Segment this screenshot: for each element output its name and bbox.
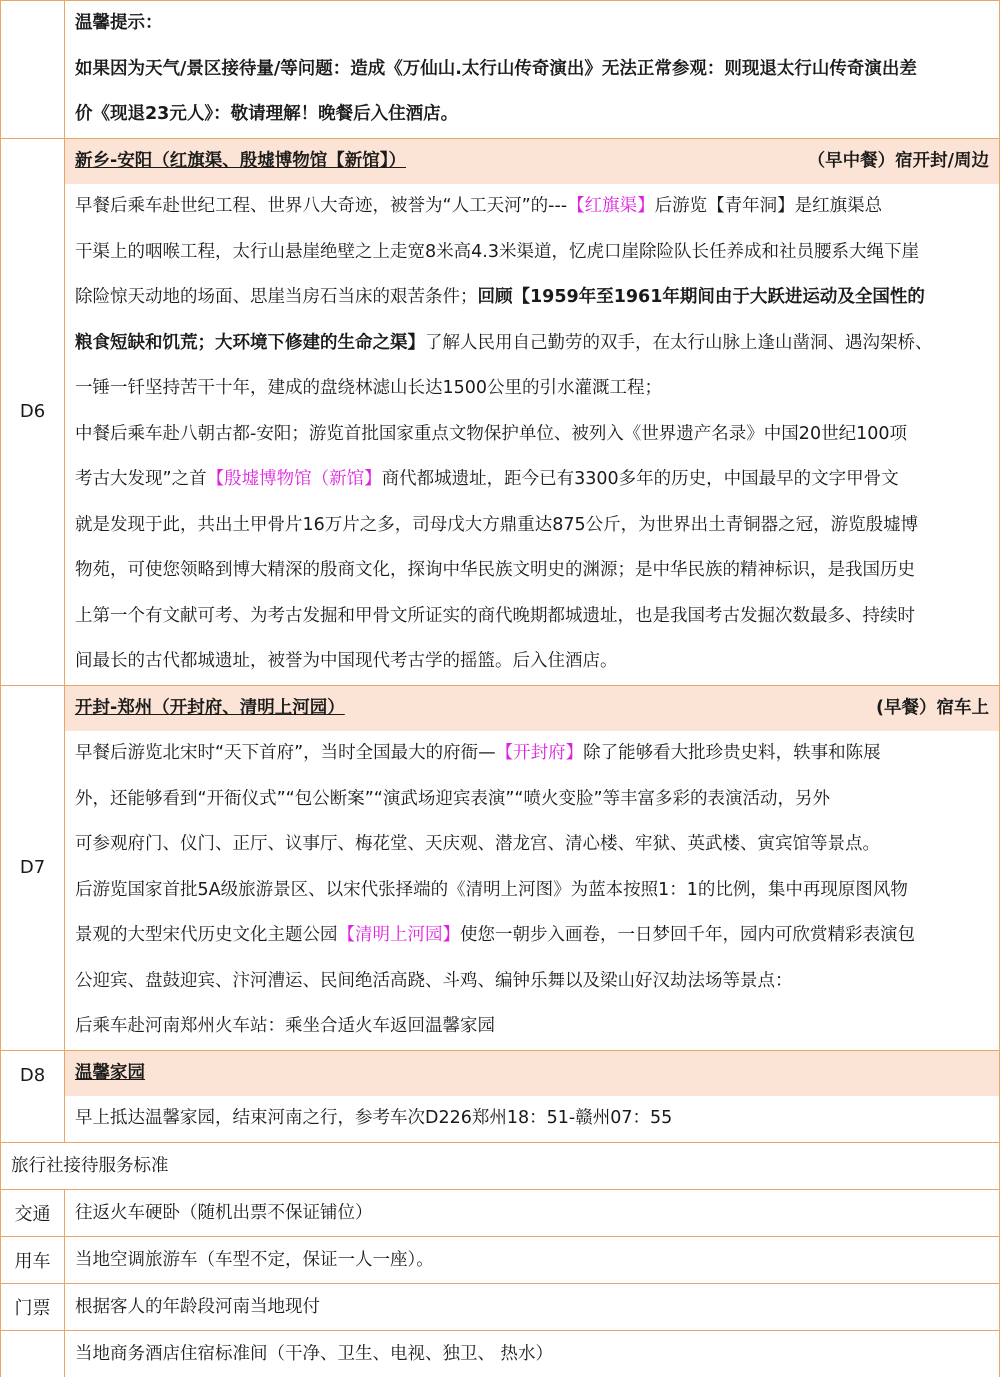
day-header-d6 bbox=[65, 139, 999, 185]
text-segment: 除险惊天动地的场面、思崖当房石当床的艰苦条件； bbox=[75, 287, 478, 307]
paragraph-line: 物苑，可使您领略到博大精深的殷商文化，探询中华民族文明史的渊源；是中华民族的精神标识，是我国历史 bbox=[75, 560, 915, 580]
paragraph-line: 公迎宾、盘鼓迎宾、汴河漕运、民间绝活高跷、斗鸡、编钟乐舞以及梁山好汉劫法场等景点： bbox=[75, 970, 793, 991]
tip-row bbox=[1, 1, 1000, 139]
paragraph-line: 后乘车赴河南郑州火车站：乘坐合适火车返回温馨家园 bbox=[75, 1016, 495, 1036]
text-segment: 后游览【青年洞】是红旗渠总 bbox=[654, 196, 883, 216]
paragraph-line bbox=[75, 731, 989, 777]
tip-day-cell bbox=[1, 1, 65, 139]
standards-value: 往返火车硬卧（随机出票不保证铺位） bbox=[75, 1202, 373, 1223]
paragraph-line: 早上抵达温馨家园，结束河南之行，参考车次D226郑州18：51-赣州07：55 bbox=[75, 1108, 673, 1128]
day-meals-d7: (早餐）宿车上 bbox=[876, 697, 989, 718]
text-segment: 考古大发现”之首 bbox=[75, 469, 207, 489]
standards-value-cell bbox=[65, 1236, 1000, 1283]
paragraph-line bbox=[75, 275, 989, 321]
paragraph-line bbox=[75, 184, 989, 230]
standards-value: 根据客人的年龄段河南当地现付 bbox=[75, 1296, 320, 1317]
paragraph-line: 干渠上的咽喉工程，太行山悬崖绝壁之上走宽8米高4.3米渠道，忆虎口崖除险队长任养成和社员腰系大绳下崖 bbox=[75, 241, 919, 262]
day-title-d8: 温馨家园 bbox=[75, 1062, 145, 1083]
standards-value-cell bbox=[65, 1283, 1000, 1330]
paragraph-line bbox=[75, 321, 989, 367]
day-content-d8 bbox=[65, 1050, 1000, 1142]
day-row-d8 bbox=[1, 1050, 1000, 1142]
text-segment: 早餐后乘车赴世纪工程、世界八大奇迹，被誉为“人工天河”的--- bbox=[75, 196, 568, 216]
standards-value: 当地空调旅游车（车型不定，保证一人一座）。 bbox=[75, 1249, 434, 1270]
day-row-d6 bbox=[1, 138, 1000, 685]
day-row-d7 bbox=[1, 685, 1000, 1050]
day-title-d6: 新乡-安阳（红旗渠、殷墟博物馆【新馆】） bbox=[75, 150, 407, 171]
standards-value-cell bbox=[65, 1330, 1000, 1377]
standards-title-cell bbox=[1, 1142, 1000, 1189]
standards-row-vehicle bbox=[1, 1236, 1000, 1283]
day-content-d6 bbox=[65, 138, 1000, 685]
day-label-d6: D6 bbox=[1, 138, 65, 685]
day-header-d8 bbox=[65, 1051, 999, 1097]
paragraph-line bbox=[75, 913, 989, 959]
day-title-d7: 开封-郑州（开封府、清明上河园） bbox=[75, 697, 345, 718]
standards-label: 门票 bbox=[1, 1283, 65, 1330]
text-segment: 商代都城遗址，距今已有3300多年的历史，中国最早的文字甲骨文 bbox=[381, 469, 899, 489]
text-segment: 除了能够看大批珍贵史料，轶事和陈展 bbox=[583, 743, 881, 763]
day-content-d7 bbox=[65, 685, 1000, 1050]
day-header-d7 bbox=[65, 686, 999, 732]
text-segment: 了解人民用自己勤劳的双手，在太行山脉上逢山凿洞、遇沟架桥、 bbox=[425, 332, 933, 353]
highlight-yinxu-museum: 【殷墟博物馆（新馆】 bbox=[206, 469, 382, 489]
day-meals-d6: （早中餐）宿开封/周边 bbox=[807, 150, 989, 171]
standards-row-tickets bbox=[1, 1283, 1000, 1330]
bold-segment: 粮食短缺和饥荒；大环境下修建的生命之渠】 bbox=[75, 332, 425, 353]
highlight-hongqiqu: 【红旗渠】 bbox=[567, 196, 655, 216]
standards-label: 交通 bbox=[1, 1189, 65, 1236]
tip-line-2: 价《现退23元人》：敬请理解！晚餐后入住酒店。 bbox=[75, 104, 459, 124]
standards-label: 用车 bbox=[1, 1236, 65, 1283]
paragraph-line: 一锤一钎坚持苦干十年，建成的盘绕林滤山长达1500公里的引水灌溉工程； bbox=[75, 378, 663, 398]
highlight-kaifengfu: 【开封府】 bbox=[495, 743, 584, 763]
paragraph-line: 上第一个有文献可考、为考古发掘和甲骨文所证实的商代晚期都城遗址，也是我国考古发掘次数最多、持续时 bbox=[75, 605, 915, 626]
bold-segment: 回顾【1959年至1961年期间由于大跃进运动及全国性的 bbox=[477, 287, 925, 307]
paragraph-line: 外，还能够看到“开衙仪式”“包公断案”“演武场迎宾表演”“喷火变脸”等丰富多彩的表演活动，另外 bbox=[75, 788, 831, 809]
tip-label: 温馨提示： bbox=[75, 13, 163, 33]
tip-content bbox=[65, 1, 1000, 139]
paragraph-line: 可参观府门、仪门、正厅、议事厅、梅花堂、天庆观、潜龙宫、清心楼、牢狱、英武楼、寅宾馆等景点。 bbox=[75, 834, 880, 854]
paragraph-line: 中餐后乘车赴八朝古都-安阳；游览首批国家重点文物保护单位、被列入《世界遗产名录》中国20世纪100项 bbox=[75, 423, 907, 444]
paragraph-line: 就是发现于此，共出土甲骨片16万片之多，司母戊大方鼎重达875公斤，为世界出土青铜器之冠，游览殷墟博 bbox=[75, 514, 919, 535]
tip-line-1: 如果因为天气/景区接待量/等问题：造成《万仙山.太行山传奇演出》无法正常参观：则现退太行山传奇演出差 bbox=[75, 58, 917, 79]
standards-value-cell bbox=[65, 1189, 1000, 1236]
text-segment: 使您一朝步入画卷，一日梦回千年，园内可欣赏精彩表演包 bbox=[460, 925, 915, 945]
text-segment: 景观的大型宋代历史文化主题公园 bbox=[75, 925, 338, 945]
standards-title-row bbox=[1, 1142, 1000, 1189]
paragraph-line: 后游览国家首批5A级旅游景区、以宋代张择端的《清明上河图》为蓝本按照1：1的比例，集中再现原图风物 bbox=[75, 879, 908, 900]
paragraph-line bbox=[75, 457, 989, 503]
paragraph-line: 间最长的古代都城遗址，被誉为中国现代考古学的摇篮。后入住酒店。 bbox=[75, 651, 618, 671]
text-segment: 早餐后游览北宋时“天下首府”，当时全国最大的府衙— bbox=[75, 743, 496, 763]
standards-row-transport bbox=[1, 1189, 1000, 1236]
standards-label bbox=[1, 1330, 65, 1377]
standards-title: 旅行社接待服务标准 bbox=[11, 1155, 169, 1176]
highlight-qingming-park: 【清明上河园】 bbox=[337, 925, 460, 945]
standards-row-hotel bbox=[1, 1330, 1000, 1377]
standards-value: 当地商务酒店住宿标准间（干净、卫生、电视、独卫、 热水） bbox=[75, 1343, 554, 1364]
day-label-d7: D7 bbox=[1, 685, 65, 1050]
day-label-d8: D8 bbox=[1, 1050, 65, 1142]
